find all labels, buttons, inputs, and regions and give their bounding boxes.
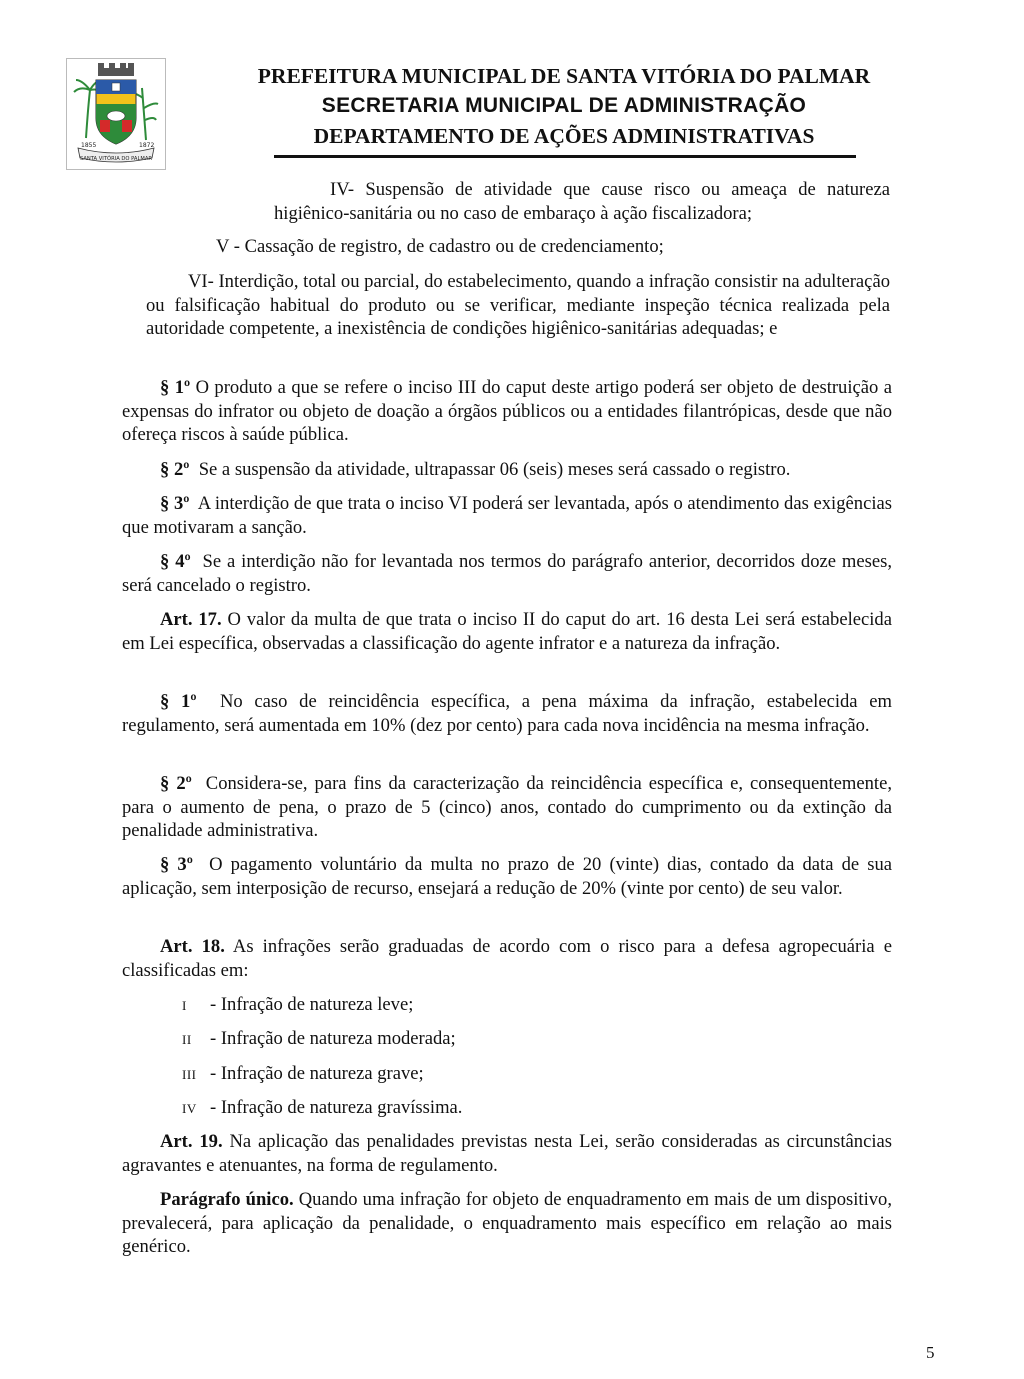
article-19-label: Art. 19. [160,1131,223,1152]
paragraph-3-text: A interdição de que trata o inciso VI poderá ser levantada, após o atendimento das exigências que motivaram a sanção. [122,493,892,538]
article-19-text: Na aplicação das penalidades previstas nesta Lei, serão consideradas as circunstâncias agravantes e atenuantes, na forma de regulamento. [122,1131,892,1176]
article-17-paragraph-2-text: Considera-se, para fins da caracterização da reincidência específica e, consequentemente, para o aumento de pena, o prazo de 5 (cinco) anos, contado do cumprimento ou da extinção da penalidade administrativa. [122,773,892,842]
article-18-item [182,1027,782,1052]
paragraph-2-text: Se a suspensão da atividade, ultrapassar 06 (seis) meses será cassado o registro. [198,459,791,480]
logo-right-year: 1872 [139,142,155,149]
article-18 [122,935,892,982]
paragrafo-unico-label: Parágrafo único. [160,1189,294,1210]
paragraph-2-label: § 2º [160,459,190,480]
article-18-label: Art. 18. [160,936,225,957]
paragraph-4 [122,550,892,597]
article-18-item-text: - Infração de natureza moderada; [210,1028,456,1049]
article-18-item-text: - Infração de natureza leve; [210,994,414,1015]
article-19 [122,1130,892,1177]
article-18-item-number: III [182,1067,197,1082]
paragraph-3 [122,492,892,539]
header-secretaria: SECRETARIA MUNICIPAL DE ADMINISTRAÇÃO [321,94,807,117]
article-18-item-text: - Infração de natureza gravíssima. [210,1097,463,1118]
article-18-text: As infrações serão graduadas de acordo com o risco para a defesa agropecuária e classificadas em: [122,936,892,981]
logo-left-year: 1855 [81,142,97,149]
header-divider [274,155,856,158]
article-17-label: Art. 17. [160,609,222,630]
article-18-item-number: IV [182,1101,197,1116]
article-18-item [182,1096,782,1121]
article-17-paragraph-2 [122,772,892,843]
inciso-vi: VI- Interdição, total ou parcial, do estabelecimento, quando a infração consistir na adulteração ou falsificação habitual do produto ou se verificar, mediante inspeção técnica realizada pela autoridade competente, a inexistência de condições higiênico-sanitárias adequadas; e [146,271,890,340]
paragraph-4-text: Se a interdição não for levantada nos termos do parágrafo anterior, decorridos doze meses, será cancelado o registro. [122,551,893,596]
article-18-item-number: I [182,998,187,1013]
article-17-paragraph-3 [122,853,892,900]
article-18-item [182,993,782,1018]
inciso-iv: IV- Suspensão de atividade que cause risco ou ameaça de natureza higiênico-sanitária ou no caso de embaraço à ação fiscalizadora; [274,179,890,224]
article-17-paragraph-1 [122,690,892,737]
paragrafo-unico-text: Quando uma infração for objeto de enquadramento em mais de um dispositivo, prevalecerá, para aplicação da penalidade, o enquadramento mais específico em relação ao mais genérico. [122,1189,892,1258]
logo-motto: SANTA VITÓRIA DO PALMAR [79,156,153,162]
inciso-v: V - Cassação de registro, de cadastro ou de credenciamento; [216,236,664,257]
article-17 [122,608,892,655]
paragraph-1 [122,376,892,447]
paragrafo-unico [122,1188,892,1259]
paragraph-2 [122,458,892,482]
header-prefeitura: PREFEITURA MUNICIPAL DE SANTA VITÓRIA DO PALMAR [257,64,871,88]
article-17-paragraph-2-label: § 2º [160,773,192,794]
article-18-item-number: II [182,1032,192,1047]
article-17-paragraph-1-label: § 1º [160,691,197,712]
article-18-item-text: - Infração de natureza grave; [210,1063,424,1084]
article-17-paragraph-3-text: O pagamento voluntário da multa no prazo de 20 (vinte) dias, contado da data de sua aplicação, sem interposição de recurso, ensejará a redução de 20% (vinte por cento) de seu valor. [122,854,893,899]
header-departamento: DEPARTAMENTO DE AÇÕES ADMINISTRATIVAS [313,124,815,148]
paragraph-1-label: § 1º [160,377,191,398]
article-18-item [182,1062,782,1087]
paragraph-3-label: § 3º [160,493,190,514]
paragraph-1-text: O produto a que se refere o inciso III do caput deste artigo poderá ser objeto de destruição a expensas do infrator ou objeto de doação a órgãos públicos ou a entidades filantrópicas, desde que não ofereça riscos à saúde pública. [122,377,892,446]
article-17-paragraph-3-label: § 3º [160,854,193,875]
page-number: 5 [926,1343,935,1362]
paragraph-4-label: § 4º [160,551,191,572]
article-17-text: O valor da multa de que trata o inciso II do caput do art. 16 desta Lei será estabelecida em Lei específica, observadas a classificação do agente infrator e a natureza da infração. [122,609,892,654]
article-17-paragraph-1-text: No caso de reincidência específica, a pena máxima da infração, estabelecida em regulamento, será aumentada em 10% (dez por cento) para cada nova incidência na mesma infração. [122,691,892,736]
